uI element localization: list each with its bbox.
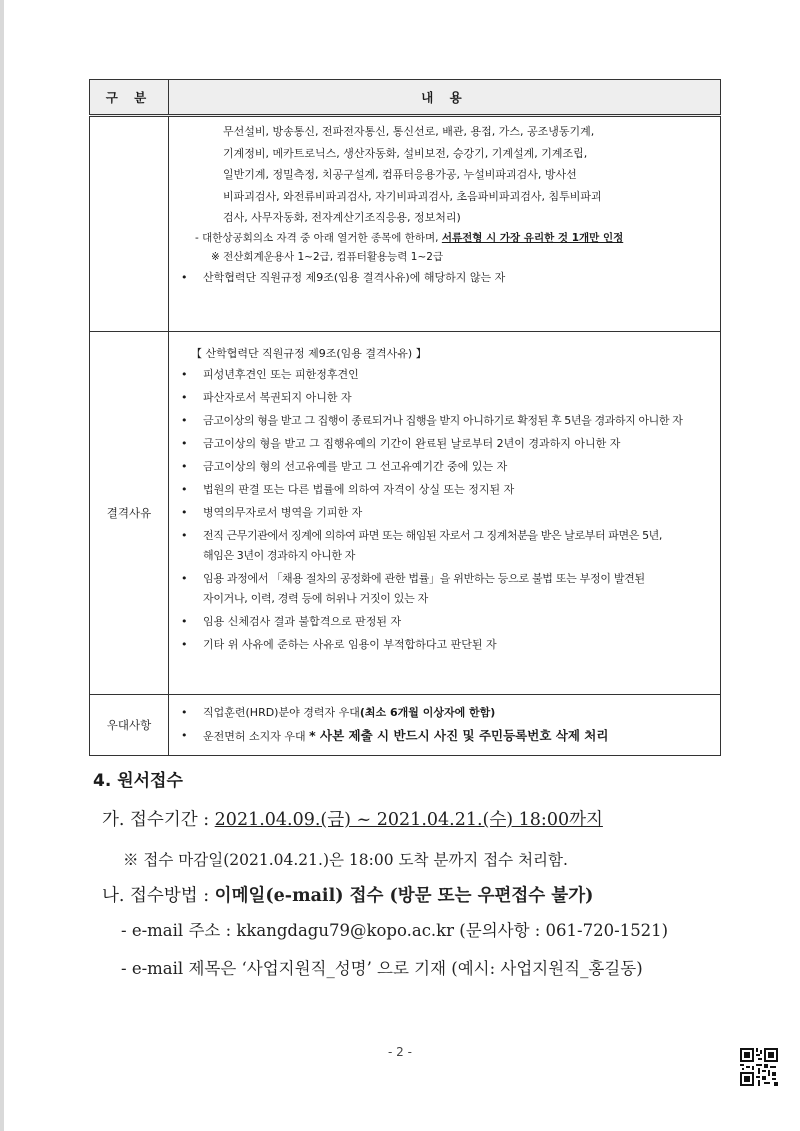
row1-line-3: 일반기계, 정밀측정, 치공구설계, 컴퓨터응용가공, 누설비파괴검사, 방사선 bbox=[223, 168, 577, 181]
list-item bbox=[177, 729, 714, 744]
row3-content bbox=[169, 695, 721, 756]
list-item bbox=[177, 437, 714, 451]
row1-dash-prefix: - 대한상공회의소 자격 중 아래 열거한 종목에 한하며, bbox=[195, 231, 442, 244]
row1-dash-note bbox=[177, 229, 714, 248]
deadline-note: ※ 접수 마감일(2021.04.21.)은 18:00 도착 분까지 접수 처리함. bbox=[123, 851, 568, 869]
application-period-label: 가. 접수기간 : bbox=[102, 810, 215, 830]
bullet-dot: • bbox=[181, 529, 188, 542]
table-row-disqualifications bbox=[90, 332, 721, 695]
bullet-dot: • bbox=[181, 706, 188, 719]
qr-code-icon bbox=[740, 1048, 778, 1086]
recruitment-table bbox=[89, 79, 721, 756]
row2-category: 결격사유 bbox=[90, 332, 169, 695]
list-item bbox=[177, 460, 714, 474]
list-item-text: 임용 과정에서 「채용 절차의 공정화에 관한 법률」을 위반하는 등으로 불법 또는 부정이 발견된 bbox=[203, 572, 645, 585]
list-item bbox=[177, 572, 714, 606]
bullet-dot: • bbox=[181, 572, 188, 585]
application-method-label: 나. 접수방법 : bbox=[102, 886, 215, 906]
application-method bbox=[102, 882, 593, 907]
page-edge bbox=[0, 0, 4, 1131]
list-item-text: 피성년후견인 또는 피한정후견인 bbox=[203, 368, 359, 381]
bullet-dot: • bbox=[181, 506, 188, 519]
row3-item2-emphasis: * 사본 제출 시 반드시 사진 및 주민등록번호 삭제 처리 bbox=[309, 728, 609, 743]
list-item bbox=[177, 529, 714, 563]
application-period bbox=[102, 806, 603, 831]
header-category: 구 분 bbox=[90, 80, 169, 116]
bullet-dot: • bbox=[181, 368, 188, 381]
table-row-qualifications bbox=[90, 116, 721, 332]
list-item bbox=[177, 506, 714, 520]
row1-line-4: 비파괴검사, 와전류비파괴검사, 자기비파괴검사, 초음파비파괴검사, 침투비파괴 bbox=[223, 189, 602, 203]
list-item bbox=[177, 483, 714, 497]
list-item bbox=[177, 391, 714, 405]
list-item-text: 기타 위 사유에 준하는 사유로 임용이 부적합하다고 판단된 자 bbox=[203, 638, 497, 651]
list-item-text: 금고이상의 형을 받고 그 집행이 종료되거나 집행을 받지 아니하기로 확정된 후 5년을 경과하지 아니한 자 bbox=[203, 414, 683, 427]
email-subject-line: - e-mail 제목은 ‘사업지원직_성명’ 으로 기재 (예시: 사업지원직_홍길동) bbox=[121, 959, 643, 978]
row1-dash-emphasis: 서류전형 시 가장 유리한 것 1개만 인정 bbox=[441, 231, 624, 244]
row1-line-2: 기계정비, 메카트로닉스, 생산자동화, 설비보전, 승강기, 기계설계, 기계조립, bbox=[223, 146, 588, 160]
application-method-value: 이메일(e-mail) 접수 (방문 또는 우편접수 불가) bbox=[214, 886, 594, 906]
list-item-text-cont: 자이거나, 이력, 경력 등에 허위나 거짓이 있는 자 bbox=[203, 592, 428, 605]
bullet-dot: • bbox=[181, 460, 188, 473]
row3-item1-text: 직업훈련(HRD)분야 경력자 우대 bbox=[203, 706, 360, 719]
header-content: 내 용 bbox=[169, 80, 721, 116]
list-item-text: 임용 신체검사 결과 불합격으로 판정된 자 bbox=[203, 615, 402, 628]
row3-item1-emphasis: (최소 6개월 이상자에 한함) bbox=[359, 706, 496, 719]
list-item bbox=[177, 638, 714, 652]
row2-content bbox=[169, 332, 721, 695]
list-item-text: 금고이상의 형을 받고 그 집행유예의 기간이 완료된 날로부터 2년이 경과하지 아니한 자 bbox=[203, 437, 621, 450]
row3-category: 우대사항 bbox=[90, 695, 169, 756]
table-header-row bbox=[90, 80, 721, 116]
table-row-preferences bbox=[90, 695, 721, 756]
row3-item2-text: 운전면허 소지자 우대 bbox=[203, 730, 310, 743]
bullet-dot: • bbox=[181, 437, 188, 450]
list-item bbox=[177, 615, 714, 629]
list-item bbox=[177, 414, 714, 428]
row2-heading: 【 산학협력단 직원규정 제9조(임용 결격사유) 】 bbox=[191, 347, 427, 360]
list-item-text: 파산자로서 복권되지 아니한 자 bbox=[203, 391, 352, 404]
row1-bullet-text: 산학협력단 직원규정 제9조(임용 결격사유)에 해당하지 않는 자 bbox=[203, 270, 506, 284]
section-title: 4. 원서접수 bbox=[93, 771, 183, 791]
row1-category bbox=[90, 116, 169, 332]
bullet-dot: • bbox=[181, 615, 188, 628]
bullet-dot: • bbox=[181, 483, 188, 496]
list-item-text-cont: 해임은 3년이 경과하지 아니한 자 bbox=[203, 549, 355, 562]
page-number: - 2 - bbox=[388, 1045, 412, 1059]
bullet-dot: • bbox=[181, 729, 188, 742]
list-item-text: 법원의 판결 또는 다른 법률에 의하여 자격이 상실 또는 정지된 자 bbox=[203, 483, 515, 496]
bullet-dot: • bbox=[181, 638, 188, 651]
row1-reference: ※ 전산회계운용사 1~2급, 컴퓨터활용능력 1~2급 bbox=[211, 250, 444, 263]
bullet-dot: • bbox=[181, 270, 188, 284]
row1-line-1: 무선설비, 방송통신, 전파전자통신, 통신선로, 배관, 용접, 가스, 공조냉동기계, bbox=[223, 125, 595, 138]
row1-content bbox=[169, 116, 721, 332]
row1-line-5: 검사, 사무자동화, 전자계산기조직응용, 정보처리) bbox=[223, 211, 461, 224]
application-period-value: 2021.04.09.(금) ~ 2021.04.21.(수) 18:00까지 bbox=[214, 810, 603, 830]
list-item-text: 금고이상의 형의 선고유예를 받고 그 선고유예기간 중에 있는 자 bbox=[203, 460, 508, 473]
list-item-text: 전직 근무기관에서 징계에 의하여 파면 또는 해임된 자로서 그 징계처분을 받은 날로부터 파면은 5년, bbox=[203, 529, 662, 542]
list-item bbox=[177, 706, 714, 720]
bullet-dot: • bbox=[181, 414, 188, 427]
row1-bullet bbox=[177, 271, 714, 285]
bullet-dot: • bbox=[181, 391, 188, 404]
list-item-text: 병역의무자로서 병역을 기피한 자 bbox=[203, 506, 363, 519]
email-address-line: - e-mail 주소 : kkangdagu79@kopo.ac.kr (문의사항 : 061-720-1521) bbox=[121, 921, 669, 940]
list-item bbox=[177, 368, 714, 382]
